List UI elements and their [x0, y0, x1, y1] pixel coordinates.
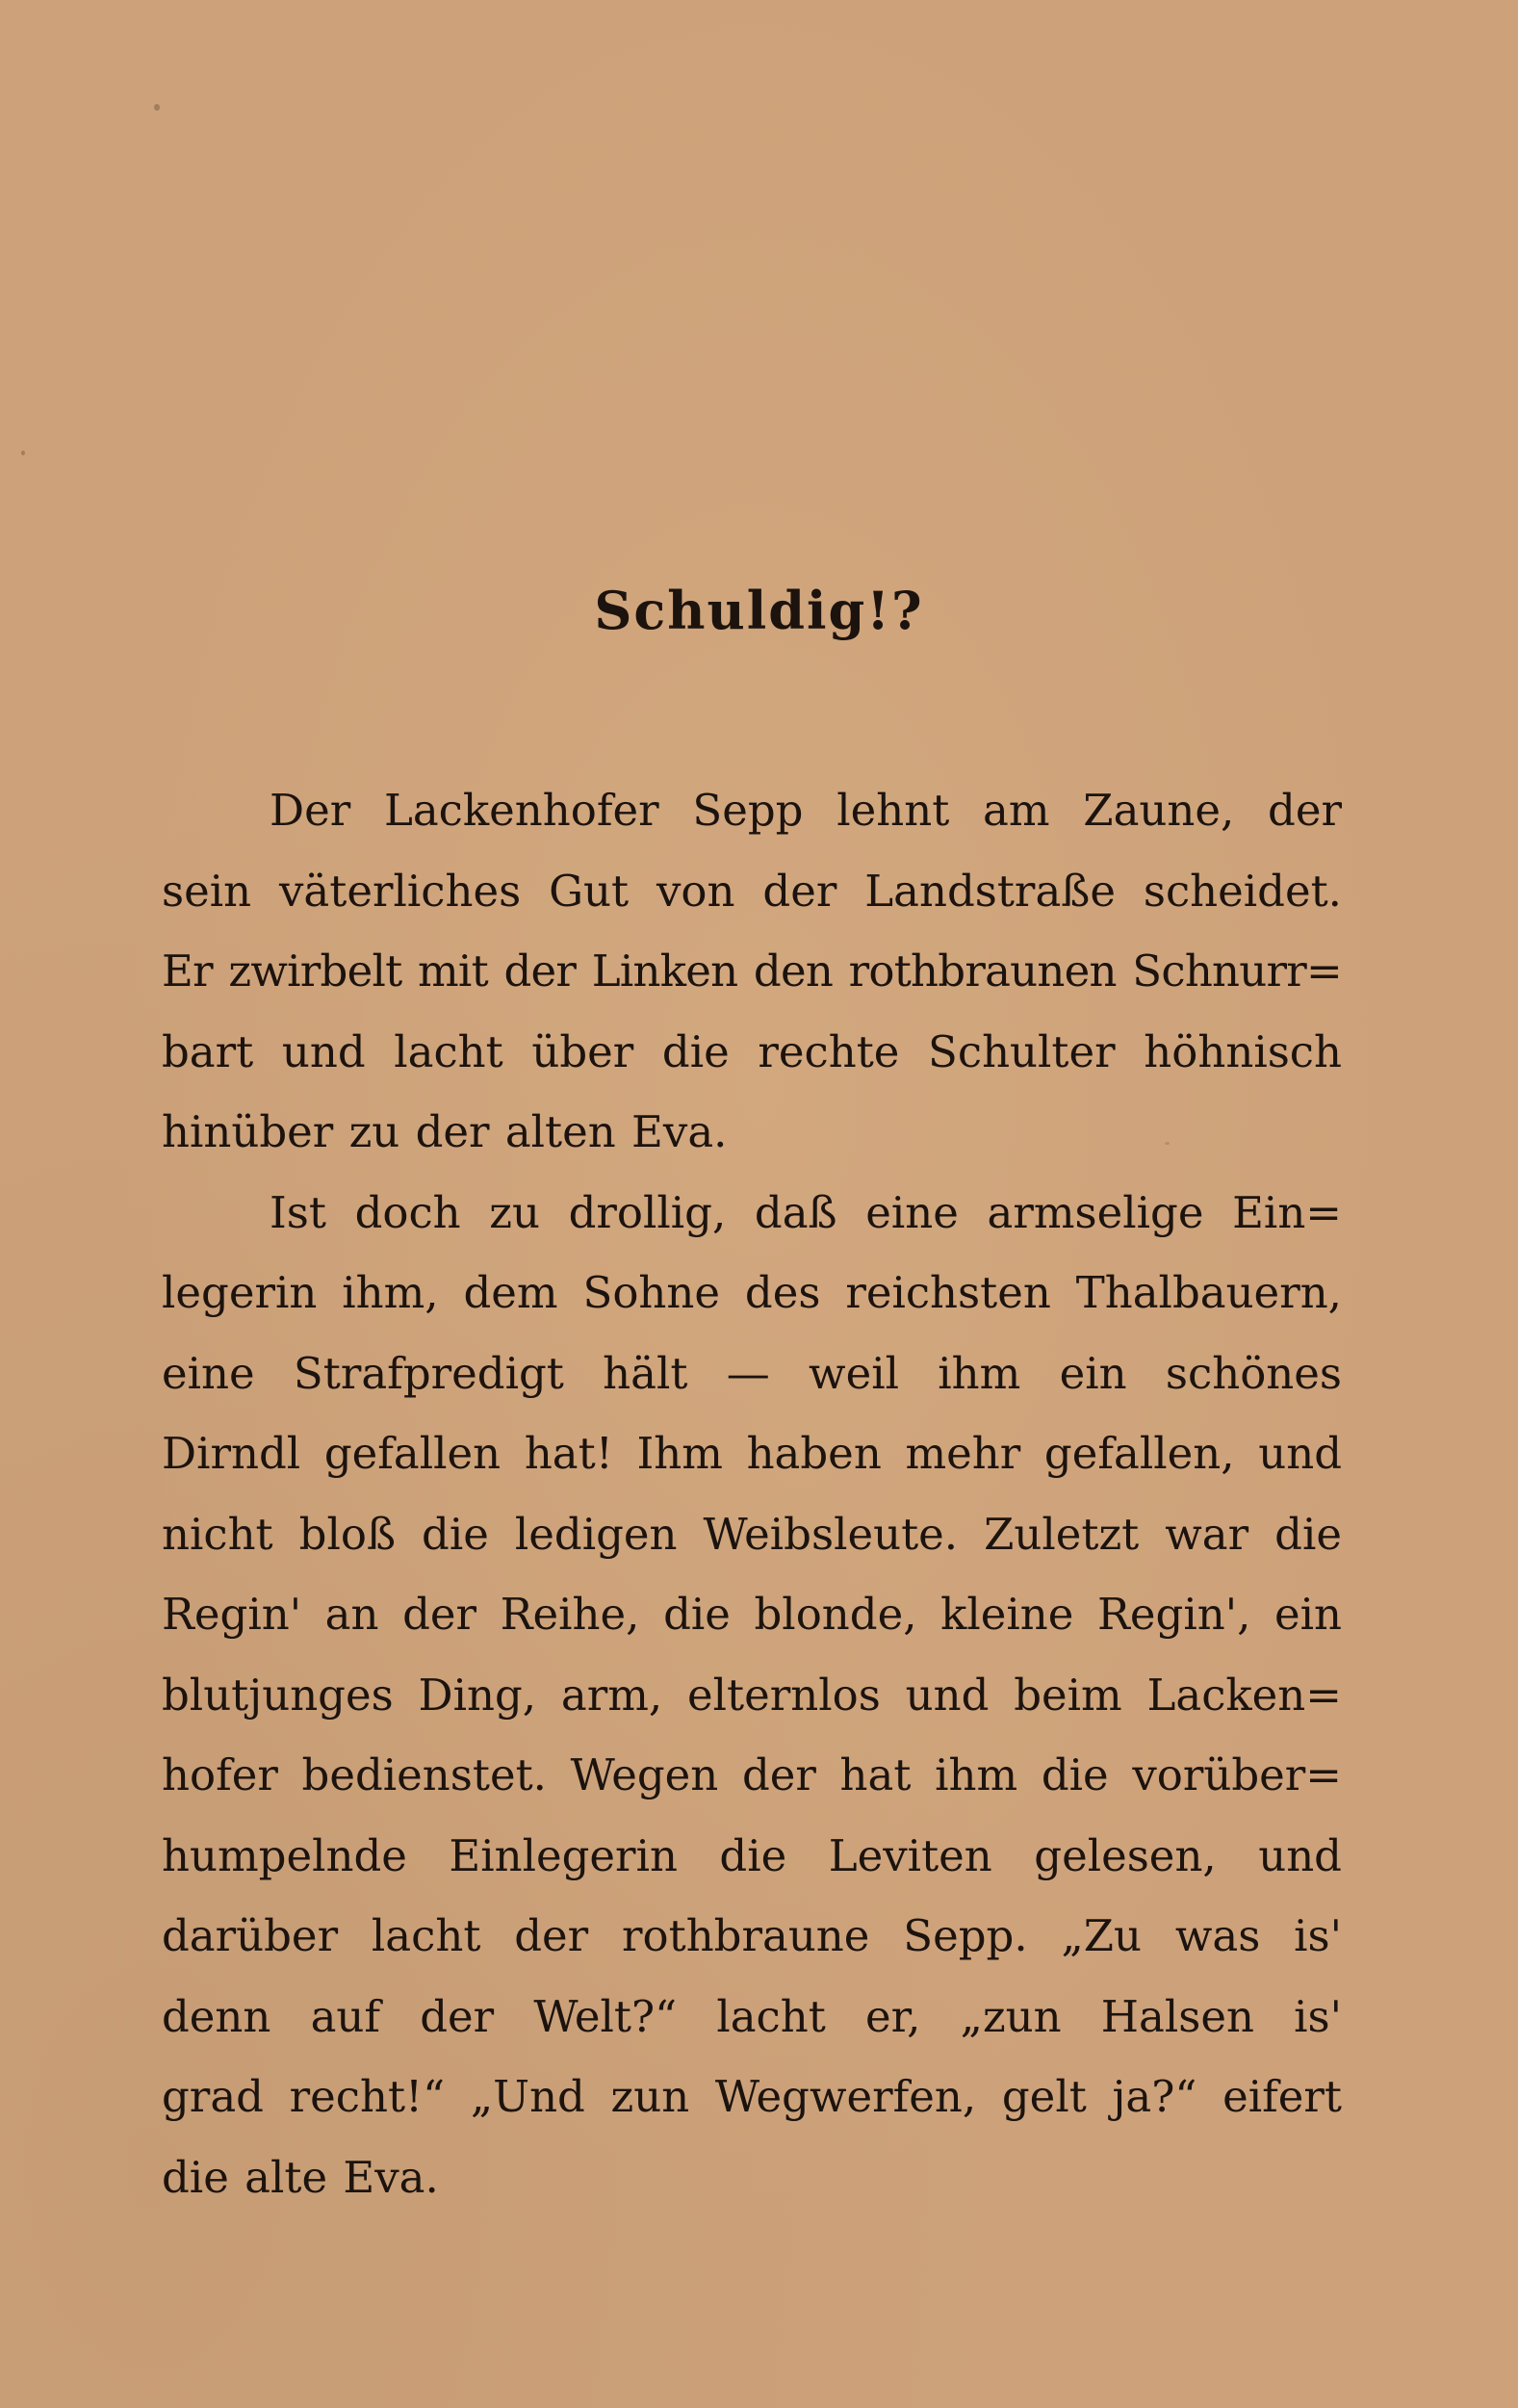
text-line: Regin' an der Reihe, die blonde, kleine Regin', ein — [162, 1589, 1342, 1640]
text-line: humpelnde Einlegerin die Leviten gelesen, und — [162, 1829, 1342, 1881]
text-line: denn auf der Welt?“ lacht er, „zun Halsen is' — [162, 1990, 1342, 2042]
text-line: Der Lackenhofer Sepp lehnt am Zaune, der — [270, 785, 1342, 836]
text-line: Dirndl gefallen hat! Ihm haben mehr gefallen, und — [162, 1428, 1342, 1479]
text-line: die alte Eva. — [162, 2151, 439, 2203]
text-line: nicht bloß die ledigen Weibsleute. Zuletzt war die — [162, 1508, 1342, 1560]
text-line: darüber lacht der rothbraune Sepp. „Zu was is' — [162, 1910, 1342, 1961]
paper-speck — [21, 451, 25, 455]
text-line: Ist doch zu drollig, daß eine armselige Ein= — [270, 1186, 1342, 1238]
text-line: Er zwirbelt mit der Linken den rothbraunen Schnurr= — [162, 945, 1342, 997]
text-line: eine Strafpredigt hält — weil ihm ein schönes — [162, 1347, 1342, 1399]
chapter-title: Schuldig!? — [594, 580, 924, 641]
text-line: bart und lacht über die rechte Schulter höhnisch — [162, 1025, 1342, 1077]
text-line: blutjunges Ding, arm, elternlos und beim Lacken= — [162, 1669, 1342, 1721]
paragraph-2 — [162, 1173, 1342, 2218]
text-line: hinüber zu der alten Eva. — [162, 1106, 728, 1157]
text-line: grad recht!“ „Und zun Wegwerfen, gelt ja?“ eifert — [162, 2071, 1342, 2122]
paragraph-1 — [162, 770, 1342, 1173]
text-line: sein väterliches Gut von der Landstraße scheidet. — [162, 865, 1342, 917]
body-text — [162, 770, 1342, 2217]
text-line: legerin ihm, dem Sohne des reichsten Thalbauern, — [162, 1267, 1342, 1318]
paper-speck — [154, 104, 160, 111]
text-line: hofer bedienstet. Wegen der hat ihm die vorüber= — [162, 1749, 1342, 1800]
